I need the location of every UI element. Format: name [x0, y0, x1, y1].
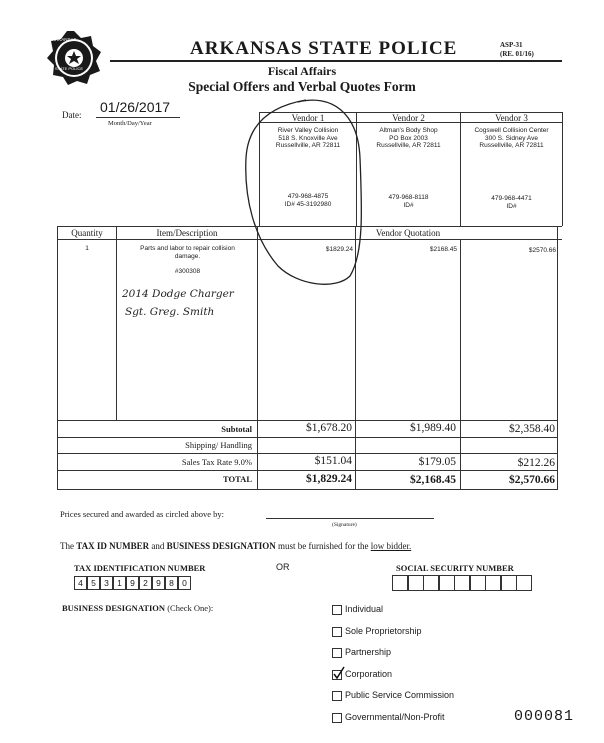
tax-label: Sales Tax Rate 9.0% [181, 457, 252, 467]
ssn-digit-box[interactable] [423, 575, 439, 591]
vendor-col3-right [562, 112, 563, 226]
total-bottom-rule [57, 489, 558, 490]
option-label: Public Service Commission [345, 690, 455, 700]
date-label: Date: [62, 110, 82, 120]
prices-secured-label: Prices secured and awarded as circled above by: [60, 509, 225, 519]
vendor2-phone-id: 479-968-8118 ID# [388, 194, 429, 209]
vendor2-tax: $179.05 [418, 456, 456, 468]
option-checkbox[interactable] [332, 605, 342, 615]
business-designation-label: BUSINESS DESIGNATION (Check One): [62, 603, 214, 613]
date-underline [96, 117, 180, 118]
page-number: 000081 [514, 708, 575, 725]
ssn-digit-box[interactable] [485, 575, 501, 591]
option-label: Governmental/Non-Profit [345, 711, 445, 722]
vendor3-total: $2,570.66 [509, 474, 555, 486]
date-value[interactable]: 01/26/2017 [100, 99, 171, 115]
ssn-digit-box[interactable] [408, 575, 424, 591]
option-checkbox[interactable] [332, 691, 342, 701]
vendor2-price: $2168.45 [429, 246, 457, 253]
option-label: Partnership [345, 647, 392, 657]
tax-bottom-rule [57, 470, 558, 471]
option-checkbox[interactable] [332, 713, 342, 723]
seal-text-top: ARKANSAS [52, 37, 77, 42]
ssn-digit-box[interactable] [516, 575, 532, 591]
vendor2-subtotal: $1,989.40 [410, 422, 456, 434]
ssn-digit-box[interactable] [392, 575, 408, 591]
subtotal-top-rule [57, 420, 558, 421]
item-description: Parts and labor to repair collision damage. [140, 245, 235, 260]
tin-digit-box[interactable]: 5 [87, 576, 100, 590]
vendor3-phone-id: 479-968-4471 ID# [491, 195, 532, 210]
tin-digit-box[interactable]: 1 [113, 576, 126, 590]
quantity-header: Quantity [71, 228, 103, 238]
signature-caption: (Signature) [332, 522, 357, 528]
vendor2-heading: Vendor 2 [392, 113, 425, 123]
seal-text-bottom: STATE POLICE [55, 66, 84, 71]
tin-digit-box[interactable]: 2 [139, 576, 152, 590]
or-label: OR [276, 562, 290, 572]
tax-id-note: The TAX ID NUMBER and BUSINESS DESIGNATION must be furnished for the low bidder. [60, 541, 412, 551]
quotation-header: Vendor Quotation [375, 228, 441, 238]
vendor3-tax: $212.26 [517, 457, 555, 469]
total-label: TOTAL [223, 474, 252, 484]
option-checkbox[interactable] [332, 627, 342, 637]
vendor1-price: $1829.24 [325, 246, 353, 253]
tin-digit-box[interactable]: 3 [100, 576, 113, 590]
quantity-cell: 1 [85, 245, 89, 252]
quantity-col-divider [116, 226, 117, 420]
subtotal-bottom-rule [57, 437, 558, 438]
form-title: Special Offers and Verbal Quotes Form [188, 79, 416, 94]
vendor3-heading: Vendor 3 [495, 113, 528, 123]
vendor1-tax: $151.04 [314, 455, 352, 467]
tin-label: TAX IDENTIFICATION NUMBER [74, 563, 206, 573]
ssn-label: SOCIAL SECURITY NUMBER [396, 563, 514, 573]
tin-digit-box[interactable]: 0 [178, 576, 191, 590]
vendor1-subtotal: $1,678.20 [306, 422, 352, 434]
tin-digit-box[interactable]: 8 [165, 576, 178, 590]
vendor1-info: River Valley Collision 518 S. Knoxville Ave Russellville, AR 72811 [275, 127, 341, 149]
vendor2-info: Altman's Body Shop PO Box 2003 Russellville, AR 72811 [376, 127, 441, 149]
date-format-hint: Month/Day/Year [108, 120, 152, 127]
ssn-digit-box[interactable] [501, 575, 517, 591]
table-right [557, 226, 558, 490]
dept-subtitle: Fiscal Affairs [267, 64, 337, 78]
vendor1-total: $1,829.24 [306, 473, 352, 485]
vendor3-info: Cogswell Collision Center 300 S. Sidney Ave Russellville, AR 72811 [474, 127, 549, 149]
subtotal-label: Subtotal [221, 424, 252, 434]
check-mark-icon [332, 666, 346, 680]
summary-left-edge [57, 420, 58, 490]
tin-digit-box[interactable]: 9 [152, 576, 165, 590]
agency-title: ARKANSAS STATE POLICE [190, 38, 458, 59]
vendor3-price: $2570.66 [528, 247, 556, 254]
vendor3-subtotal: $2,358.40 [509, 423, 555, 435]
tin-digit-box[interactable]: 9 [126, 576, 139, 590]
option-checkbox[interactable] [332, 648, 342, 658]
option-label: Corporation [345, 668, 393, 679]
ssn-digit-box[interactable] [454, 575, 470, 591]
vendor1-circle-mark [236, 88, 366, 293]
shipping-bottom-rule [57, 453, 558, 454]
form-number: ASP-31 (RE. 01/16) [500, 41, 534, 58]
shipping-label: Shipping/ Handling [185, 440, 252, 450]
option-label: Sole Proprietorship [345, 625, 422, 636]
item-header: Item/Description [156, 228, 218, 238]
option-checkbox[interactable] [332, 670, 342, 680]
tin-digit-box[interactable]: 4 [74, 576, 87, 590]
item-reference: #300308 [174, 268, 201, 275]
table-left [57, 226, 58, 420]
header-rule [110, 60, 562, 62]
vendor1-heading: Vendor 1 [291, 113, 325, 123]
vendor2-total: $2,168.45 [410, 474, 456, 486]
handwritten-officer: Sgt. Greg. Smith [125, 306, 215, 318]
handwritten-vehicle: 2014 Dodge Charger [122, 288, 234, 300]
ssn-digit-box[interactable] [439, 575, 455, 591]
signature-line[interactable] [266, 518, 434, 519]
ssn-digit-box[interactable] [470, 575, 486, 591]
vendor1-phone-id: 479-968-4875 ID# 45-3192980 [284, 193, 332, 208]
option-label: Individual [345, 604, 384, 614]
